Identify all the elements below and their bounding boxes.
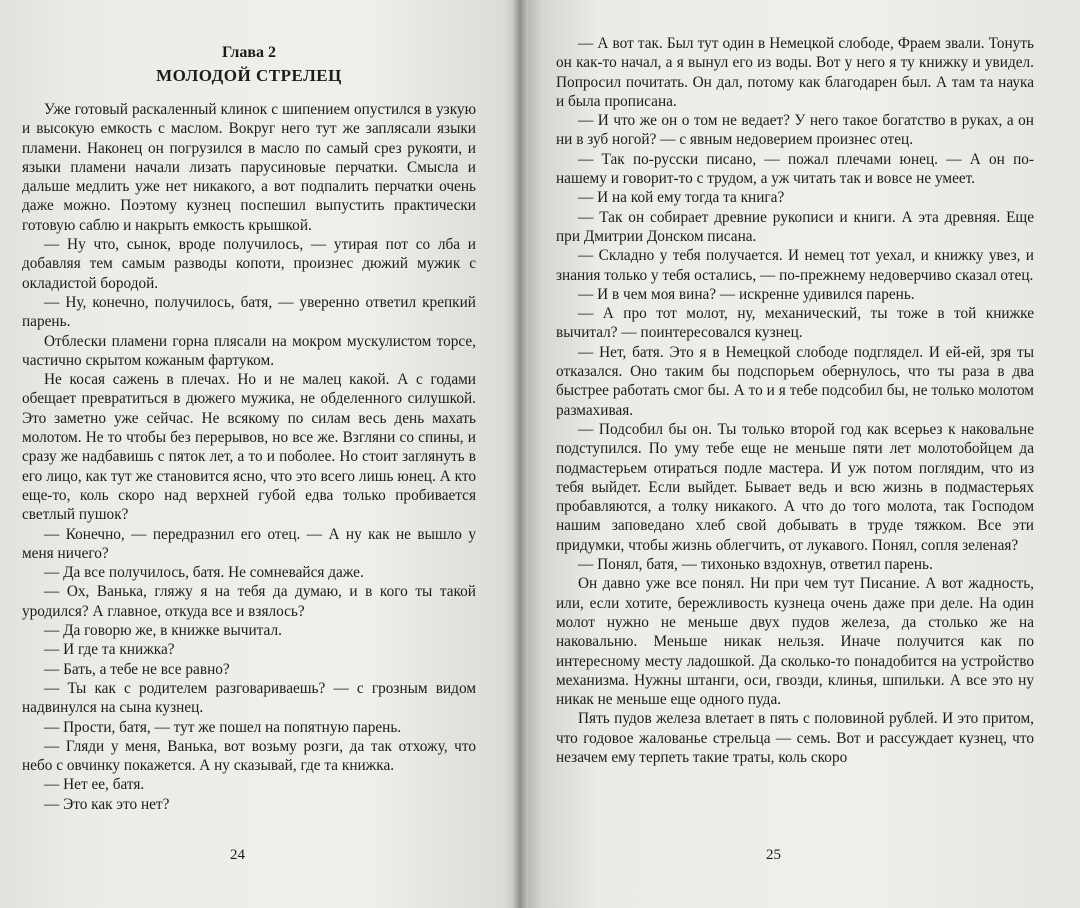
- paragraph: — Да говорю же, в книжке вычитал.: [44, 622, 282, 640]
- left-page-text: [22, 100, 476, 814]
- paragraph: — А про тот молот, ну, механический, ты тоже в той книжке вычитал? — поинтересовался кузнец.: [556, 305, 1034, 342]
- right-page: [520, 0, 1080, 908]
- left-page: [0, 0, 520, 908]
- paragraph: — Ну, конечно, получилось, батя, — уверенно ответил крепкий парень.: [22, 293, 476, 331]
- paragraph: — И в чем моя вина? — искренне удивился парень.: [578, 285, 915, 303]
- paragraph: — И где та книжка?: [44, 641, 175, 659]
- paragraph: — Да все получилось, батя. Не сомневайся даже.: [44, 564, 364, 582]
- paragraph: — Ох, Ванька, гляжу я на тебя да думаю, и в кого ты такой уродился? А главное, откуда все и взялось?: [22, 583, 476, 620]
- paragraph: Он давно уже все понял. Ни при чем тут Писание. А вот жадность, или, если хотите, бережливость кузнеца очень даже при деле. На один молот нужно не меньше двух пудов железа, да столько же на наковальню. Меньше никак нельзя. Иначе получится как по интересному месту ладошкой. Да сколько-то понадобится на устройство механизма. Нужны штанги, оси, гвозди, клинья, шпильки. А все это ну никак не меньше еще одного пуда.: [556, 575, 1034, 709]
- paragraph: — Ну что, сынок, вроде получилось, — утирая пот со лба и добавляя тем самым разводы копоти, произнес дюжий мужик с окладистой бородой.: [22, 236, 476, 292]
- paragraph: — Гляди у меня, Ванька, вот возьму розги, да так отхожу, что небо с овчинку покажется. А ну сказывай, где та книжка.: [22, 737, 476, 775]
- paragraph: Пять пудов железа влетает в пять с половиной рублей. И это притом, что годовое жалованье стрельца — семь. Вот и рассуждает кузнец, что незачем ему терпеть такие траты, коль скоро: [556, 710, 1034, 766]
- paragraph: — Понял, батя, — тихонько вздохнув, ответил парень.: [578, 556, 933, 574]
- paragraph: — Так он собирает древние рукописи и книги. А эта древняя. Еще при Дмитрии Донском писана.: [556, 208, 1034, 245]
- paragraph: Отблески пламени горна плясали на мокром мускулистом торсе, частично скрытом кожаным фартуком.: [22, 332, 476, 369]
- paragraph: — Складно у тебя получается. И немец тот уехал, и книжку увез, и знания только у тебя остались, — по-прежнему недоверчиво сказал отец.: [556, 247, 1034, 284]
- paragraph: — Так по-русски писано, — пожал плечами юнец. — А он по-нашему и говорит-то с трудом, а уж читать так и вовсе не умеет.: [556, 150, 1034, 188]
- right-page-text: [556, 34, 1034, 767]
- paragraph: — И что же он о том не ведает? У него такое богатство в руках, а он ни в зуб ногой? — с явным недоверием произнес отец.: [556, 112, 1034, 149]
- paragraph: Уже готовый раскаленный клинок с шипением опустился в узкую и высокую емкость с маслом. Вокруг него тут же заплясали языки пламени. Наконец он погрузился в масло по самый срез рукояти, и языки пламени начали лизать парусиновые перчатки. Смысла и дальше медлить уже нет никакого, а вот подпалить перчатки очень даже можно. Поэтому кузнец поспешил выпустить практически готовую саблю и накрыть емкость крышкой.: [22, 101, 476, 234]
- paragraph: — Это как это нет?: [44, 795, 170, 813]
- book-spine-gutter: [512, 0, 528, 908]
- paragraph: — А вот так. Был тут один в Немецкой слободе, Фраем звали. Тонуть он как-то начал, а я вынул его из воды. Вот у него я ту книжку и увидел. Попросил почитать. Он дал, потому как благодарен был. А там та наука и была прописана.: [556, 35, 1034, 110]
- chapter-number: Глава 2: [222, 44, 276, 61]
- paragraph: — Нет ее, батя.: [44, 776, 145, 794]
- paragraph: — Подсобил бы он. Ты только второй год как всерьез к наковальне подступился. По уму тебе еще не меньше пяти лет молотобойцем да подмастерьем отираться подле мастера. И уж потом поглядим, что из тебя выйдет. Если выйдет. Бывает ведь и всю жизнь в подмастерьях пробавляются, а толку никакого. А что до того молота, так Господом нашим заповедано хлеб свой добывать в труде тяжком. Все эти придумки, чтобы жизнь облегчить, от лукавого. Понял, сопля зеленая?: [556, 420, 1034, 554]
- paragraph: — Ты как с родителем разговариваешь? — с грозным видом надвинулся на сына кузнец.: [22, 679, 476, 717]
- page-number: 25: [766, 847, 781, 863]
- page-number: 24: [230, 847, 245, 863]
- paragraph: — Нет, батя. Это я в Немецкой слободе подглядел. И ей-ей, зря ты отказался. Оно таким бы подспорьем обернулось, что ты раза в два быстрее работать смог бы. А то и я тебе подсобил бы, не только молотом размахивая.: [556, 343, 1034, 419]
- paragraph: — Бать, а тебе не все равно?: [44, 660, 230, 678]
- paragraph: — Прости, батя, — тут же пошел на попятную парень.: [44, 718, 402, 736]
- paragraph: — Конечно, — передразнил его отец. — А ну как не вышло у меня ничего?: [22, 525, 476, 562]
- paragraph: — И на кой ему тогда та книга?: [578, 189, 785, 207]
- chapter-title: МОЛОДОЙ СТРЕЛЕЦ: [156, 66, 342, 85]
- paragraph: Не косая сажень в плечах. Но и не малец какой. А с годами обещает превратиться в дюжего мужика, не обделенного силушкой. Это заметно уже сейчас. Не всякому по силам весь день махать молотом. Не то чтобы без перерывов, но все же. Взгляни со спины, и сразу же надбавишь с пяток лет, а то и поболее. Но стоит заглянуть в его лицо, как тут же становится ясно, что это всего лишь юнец. А кто еще-то, коль скоро над верхней губой едва только пробивается светлый пушок?: [22, 371, 476, 524]
